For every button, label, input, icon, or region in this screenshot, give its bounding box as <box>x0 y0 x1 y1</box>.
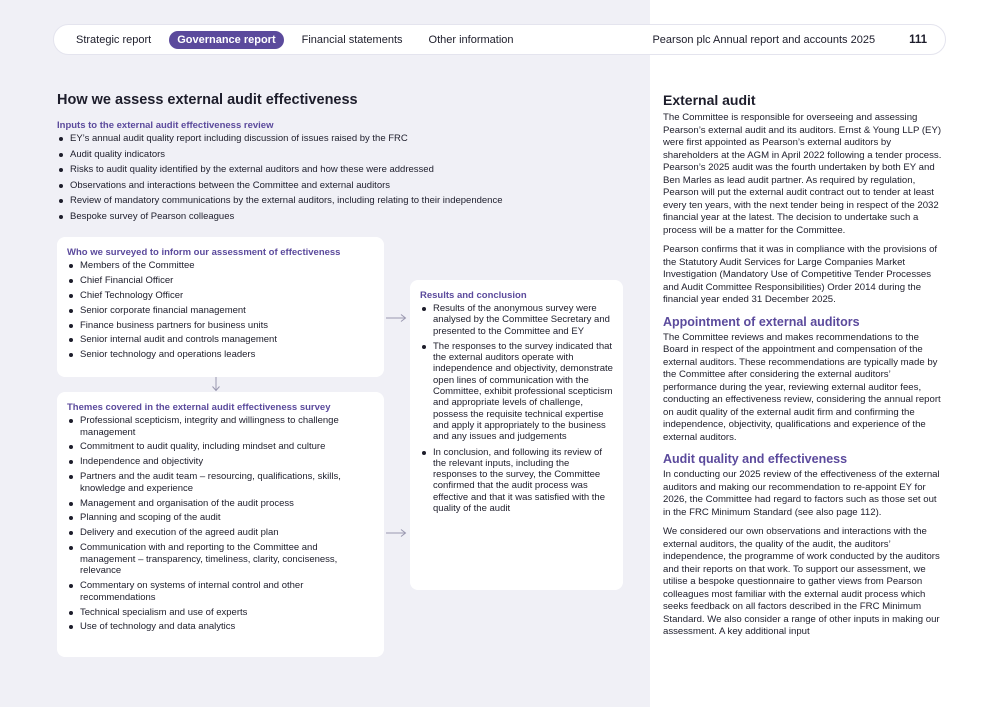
inputs-list <box>57 133 647 222</box>
who-surveyed-card <box>57 237 384 377</box>
list-item: In conclusion, and following its review of the relevant inputs, including the responses to the survey, the Committee confirmed that the audit process was effective and that it was satisfied with the quality of the audit <box>420 447 613 515</box>
paragraph: In conducting our 2025 review of the effectiveness of the external auditors and making our recommendation to re-appoint EY for 2026, the Committee had regard to factors such as those set out in the FRC Minimum Standard (see also page 112). <box>663 469 940 518</box>
arrow-down-icon <box>211 376 221 392</box>
list-item: Planning and scoping of the audit <box>67 512 374 524</box>
appointment-heading: Appointment of external auditors <box>663 314 860 329</box>
tab-governance-report[interactable]: Governance report <box>169 31 283 49</box>
list-item: Finance business partners for business units <box>67 320 374 332</box>
inputs-heading: Inputs to the external audit effectiveness review <box>57 120 274 131</box>
themes-list <box>67 415 374 633</box>
themes-card <box>57 392 384 657</box>
inputs-block <box>57 120 647 226</box>
paragraph: Pearson confirms that it was in compliance with the provisions of the Statutory Audit Services for Large Companies Market Investigation (Mandatory Use of Competitive Tender Processes and Audit Committee Responsibilities) Order 2014 during the financial year ended 31 December 2025. <box>663 244 938 305</box>
paragraph: We considered our own observations and interactions with the external auditors, the quality of the audit, the auditors’ independence, the programme of work conducted by the auditors and their reports on that work. To support our assessment, we utilise a bespoke questionnaire to gather views from Pearson colleagues most familiar with the external audit process which seeks feedback on all factors described in the FRC Minimum Standard. We also consider a range of other inputs in making our assessment. A key additional input <box>663 526 940 637</box>
tab-financial-statements[interactable]: Financial statements <box>301 33 403 46</box>
who-surveyed-heading: Who we surveyed to inform our assessment of effectiveness <box>67 247 341 258</box>
list-item: Review of mandatory communications by the external auditors, including relating to their independence <box>57 195 647 207</box>
list-item: Observations and interactions between the Committee and external auditors <box>57 180 647 192</box>
list-item: Senior technology and operations leaders <box>67 349 374 361</box>
paragraph: The Committee reviews and makes recommendations to the Board in respect of the appointment and compensation of the external auditors. These recommendations are typically made by the Committee after considering the external auditors’ performance during the year, reviewing external auditor fees, conducting an effectiveness review, considering the annual report on audit quality of the external audit firm and confirming the independence, objectivity, qualifications and experience of the external auditors. <box>663 331 941 443</box>
list-item: Chief Financial Officer <box>67 275 374 287</box>
list-item: Management and organisation of the audit process <box>67 498 374 510</box>
list-item: Use of technology and data analytics <box>67 621 374 633</box>
results-list <box>420 303 613 514</box>
tab-strategic-report[interactable]: Strategic report <box>76 33 152 46</box>
list-item: Audit quality indicators <box>57 149 647 161</box>
report-title: Pearson plc Annual report and accounts 2025 <box>652 33 876 46</box>
audit-quality-heading: Audit quality and effectiveness <box>663 452 848 466</box>
list-item: Communication with and reporting to the Committee and management – transparency, timeliness, clarity, conciseness, relevance <box>67 542 374 577</box>
themes-heading: Themes covered in the external audit effectiveness survey <box>67 402 331 413</box>
nav-right-group <box>652 34 931 46</box>
top-navigation-bar <box>53 24 946 55</box>
results-card <box>410 280 623 590</box>
external-audit-heading: External audit <box>663 92 756 108</box>
list-item: Senior internal audit and controls management <box>67 334 374 346</box>
list-item: Senior corporate financial management <box>67 305 374 317</box>
list-item: Partners and the audit team – resourcing, qualifications, skills, knowledge and experience <box>67 471 374 494</box>
section-heading: How we assess external audit effectiveness <box>57 92 358 108</box>
list-item: Bespoke survey of Pearson colleagues <box>57 211 647 223</box>
tab-other-information[interactable]: Other information <box>428 33 514 46</box>
list-item: Technical specialism and use of experts <box>67 607 374 619</box>
list-item: Chief Technology Officer <box>67 290 374 302</box>
list-item: The responses to the survey indicated that the external auditors operate with independence and objectivity, demonstrate open lines of communication with the Committee, exhibit professional scepticism and appropriate levels of challenge, possess the requisite technical expertise and apply it appropriately to the business and any issues and judgements <box>420 341 613 443</box>
list-item: Results of the anonymous survey were analysed by the Committee Secretary and presented to the Committee and EY <box>420 303 613 337</box>
list-item: Professional scepticism, integrity and willingness to challenge management <box>67 415 374 438</box>
list-item: Members of the Committee <box>67 260 374 272</box>
list-item: Risks to audit quality identified by the external auditors and how these were addressed <box>57 164 647 176</box>
list-item: Delivery and execution of the agreed audit plan <box>67 527 374 539</box>
results-heading: Results and conclusion <box>420 290 527 301</box>
arrow-right-icon <box>385 528 407 538</box>
list-item: EY’s annual audit quality report including discussion of issues raised by the FRC <box>57 133 647 145</box>
list-item: Commitment to audit quality, including mindset and culture <box>67 441 374 453</box>
arrow-right-icon <box>385 313 407 323</box>
right-column <box>663 92 943 646</box>
paragraph: The Committee is responsible for overseeing and assessing Pearson’s external audit and its auditors. Ernst & Young LLP (EY) were first appointed as Pearson’s external auditors by shareholders at the AGM in April 2022 following a tender process. Pearson’s 2025 audit was the fourth undertaken by both EY and Ben Marles as lead audit partner. As required by regulation, Pearson will put the external audit contract out to tender at least every ten years, with the next tender being in respect of the 2032 financial year at the latest. The decision to undertake such a process will be a matter for the Committee. <box>663 112 942 236</box>
page-number: 111 <box>909 33 927 46</box>
who-surveyed-list <box>67 260 374 361</box>
list-item: Commentary on systems of internal control and other recommendations <box>67 580 374 603</box>
list-item: Independence and objectivity <box>67 456 374 468</box>
